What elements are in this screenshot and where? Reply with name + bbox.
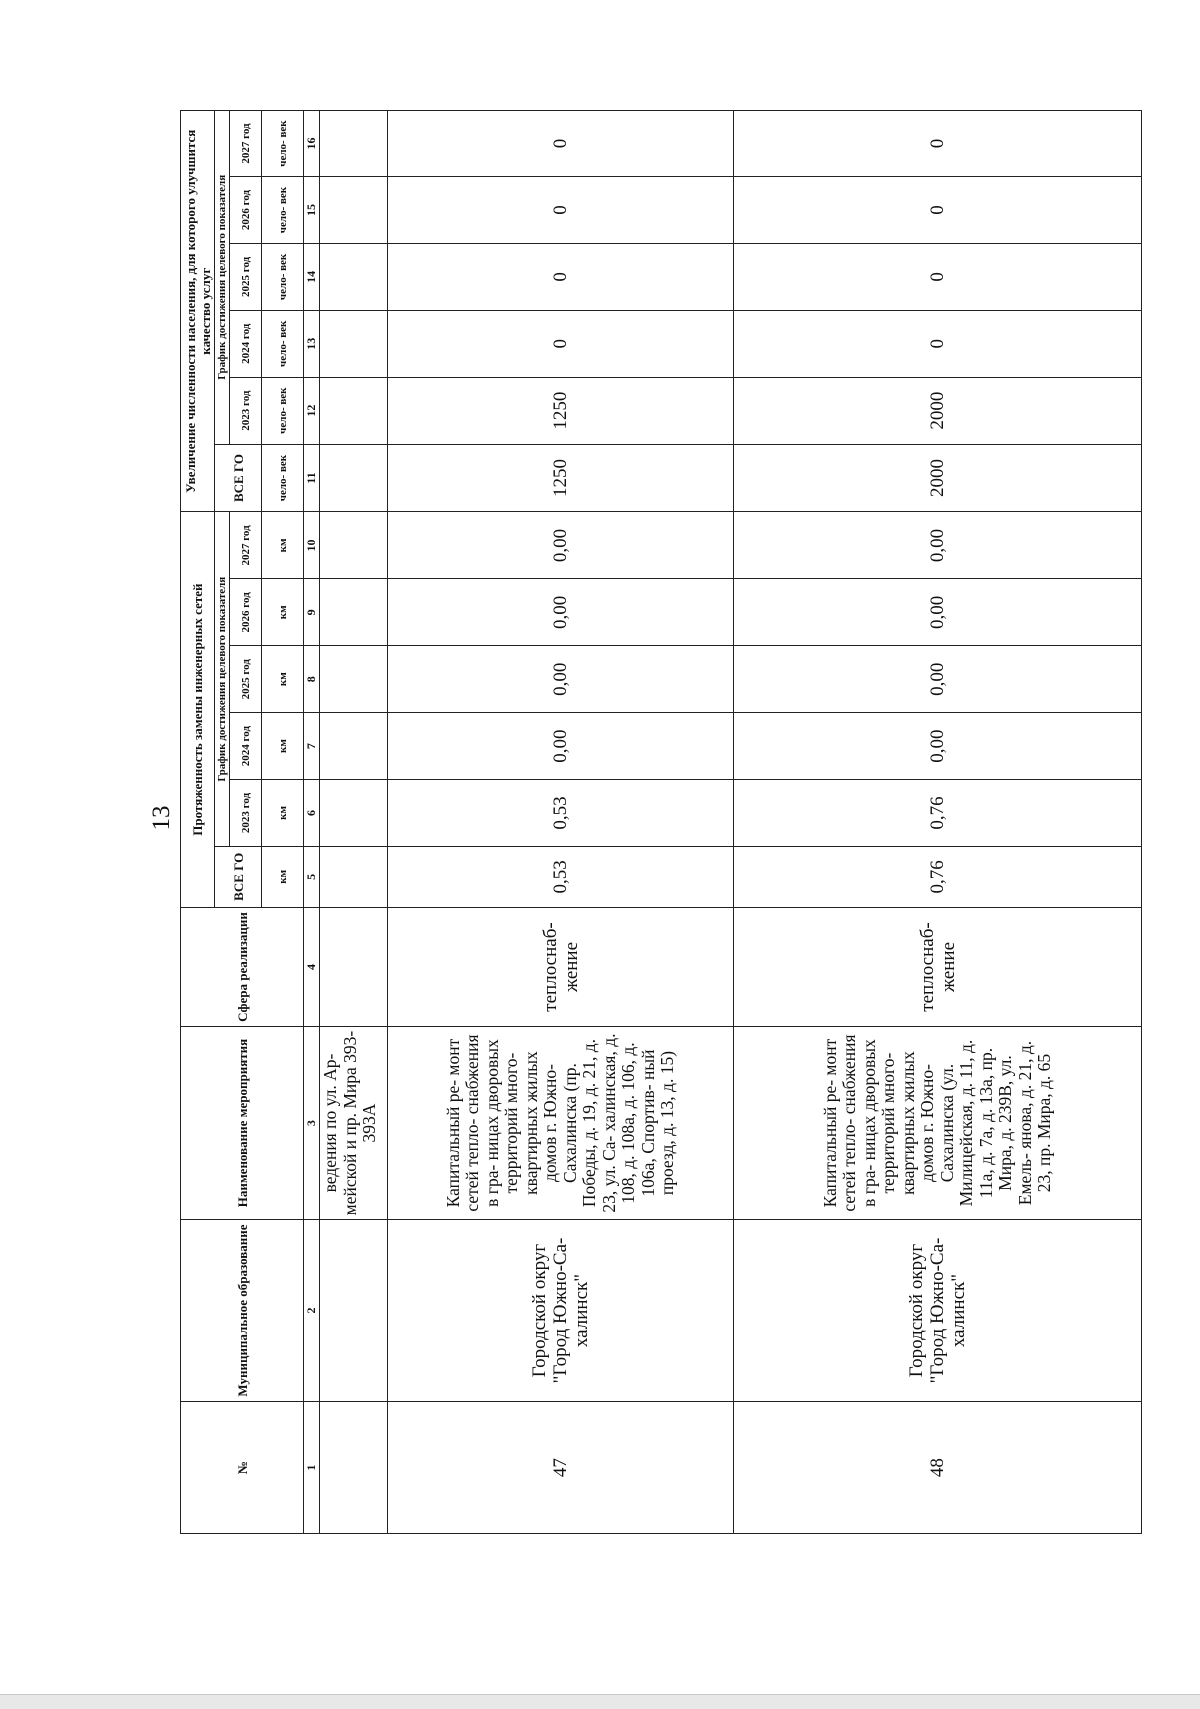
header-year: 2024 год [230,310,262,377]
column-number: 14 [304,243,320,310]
row-km-2026: 0,00 [734,579,1142,646]
header-unit: км [262,713,304,780]
column-number: 4 [304,907,320,1027]
row-km-2026: 0,00 [388,579,734,646]
row-people-total: 1250 [388,444,734,512]
column-number: 6 [304,780,320,847]
row-no [320,1402,388,1534]
header-population-total: ВСЕ ГО [215,444,262,512]
column-number: 15 [304,177,320,244]
row-people-total: 2000 [734,444,1142,512]
page-number: 13 [148,805,175,831]
header-year: 2023 год [230,780,262,847]
scan-bottom-edge [0,1694,1200,1709]
row-km-2024: 0,00 [388,713,734,780]
header-year: 2023 год [230,377,262,444]
row-event: Капитальный ре- монт сетей тепло- снабжения в гра- ницах дворовых территорий много- квартирных жилых домов г. Южно- Сахалинска (пр. Победы, д. 19, д. 21, д. 23, ул. Са- халинская, д. 108, д. 108а, д. 106, д. 106а, Спортив- ный проезд, д. 13, д. 15) [388,1027,734,1220]
header-length-total: ВСЕ ГО [215,846,262,907]
row-people-2025: 0 [388,243,734,310]
header-year: 2025 год [230,243,262,310]
row-municipality: Городской округ "Город Южно-Са- халинск" [388,1219,734,1401]
header-unit: км [262,579,304,646]
column-number: 1 [304,1402,320,1534]
header-population-schedule: График достижения целевого показателя [215,111,230,445]
row-km-total: 0,53 [388,846,734,907]
column-number: 11 [304,444,320,512]
header-no: № [181,1402,304,1534]
row-event: Капитальный ре- монт сетей тепло- снабжения в гра- ницах дворовых территорий много- квартирных жилых домов г. Южно- Сахалинска (ул. Милицейская, д. 11, д. 11а, д. 7а, д. 13а, пр. Мира, д. 239В, ул. Емель- янова, д. 21, д. 23, пр. Мира, д. 65 [734,1027,1142,1220]
header-unit: чело- век [262,377,304,444]
header-unit: чело- век [262,444,304,512]
table-row [734,111,1142,1534]
row-km-2023: 0,76 [734,780,1142,847]
row-km-2027: 0,00 [734,512,1142,579]
header-length-group: Протяженность замены инженерных сетей [181,512,215,907]
column-number: 2 [304,1219,320,1401]
row-municipality: Городской округ "Город Южно-Са- халинск" [734,1219,1142,1401]
row-km-2024: 0,00 [734,713,1142,780]
column-number: 8 [304,646,320,713]
row-km-2027: 0,00 [388,512,734,579]
header-unit: чело- век [262,310,304,377]
header-year: 2025 год [230,646,262,713]
data-table [180,110,1142,1534]
row-municipality [320,1219,388,1401]
row-km-2025: 0,00 [734,646,1142,713]
header-year: 2026 год [230,579,262,646]
header-sphere: Сфера реализации [181,907,304,1027]
header-unit: км [262,780,304,847]
header-municipality: Муниципальное образование [181,1219,304,1401]
row-people-2024: 0 [388,310,734,377]
column-number: 13 [304,310,320,377]
row-people-2025: 0 [734,243,1142,310]
header-year: 2026 год [230,177,262,244]
header-unit: км [262,646,304,713]
header-year: 2027 год [230,512,262,579]
header-unit: чело- век [262,111,304,177]
column-number: 12 [304,377,320,444]
row-people-2026: 0 [734,177,1142,244]
row-people-2023: 1250 [388,377,734,444]
column-number: 5 [304,846,320,907]
rotated-table-wrapper [180,110,1140,1534]
header-length-schedule: График достижения целевого показателя [215,512,230,846]
column-number: 10 [304,512,320,579]
row-people-2023: 2000 [734,377,1142,444]
row-sphere: теплоснаб- жение [734,907,1142,1027]
row-sphere [320,907,388,1027]
header-year: 2024 год [230,713,262,780]
header-event: Наименование мероприятия [181,1027,304,1220]
row-no: 48 [734,1402,1142,1534]
header-population-group: Увеличение численности населения, для которого улучшится качество услуг [181,111,215,512]
column-number: 16 [304,111,320,177]
row-km-total: 0,76 [734,846,1142,907]
row-km-2025: 0,00 [388,646,734,713]
column-number: 3 [304,1027,320,1220]
header-year: 2027 год [230,111,262,177]
row-km-2023: 0,53 [388,780,734,847]
row-no: 47 [388,1402,734,1534]
header-unit: км [262,512,304,579]
table-row [320,111,388,1534]
header-unit: чело- век [262,243,304,310]
row-event: ведения по ул. Ар- мейской и пр. Мира 393-393А [320,1027,388,1220]
row-people-2027: 0 [734,111,1142,177]
column-number: 9 [304,579,320,646]
table-row [388,111,734,1534]
row-sphere: теплоснаб- жение [388,907,734,1027]
header-unit: чело- век [262,177,304,244]
row-people-2024: 0 [734,310,1142,377]
header-unit: км [262,846,304,907]
row-people-2027: 0 [388,111,734,177]
row-people-2026: 0 [388,177,734,244]
column-number: 7 [304,713,320,780]
